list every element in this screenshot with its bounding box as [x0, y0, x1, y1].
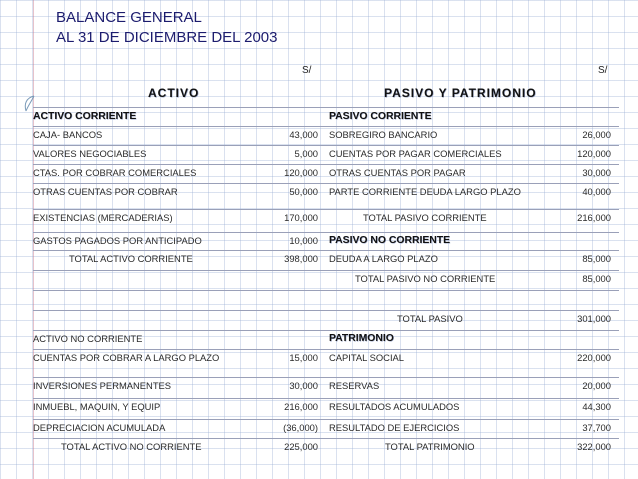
activo-row-value: 5,000: [294, 148, 318, 159]
row-separator-line: [33, 310, 619, 311]
row-separator-line: [33, 183, 619, 184]
pasivo-row-label: OTRAS CUENTAS POR PAGAR: [329, 167, 466, 178]
pasivo-row-value: 20,000: [582, 380, 611, 391]
pasivo-patrimonio-header: PASIVO Y PATRIMONIO: [384, 86, 537, 100]
row-separator-line: [33, 438, 619, 439]
activo-row-label: TOTAL ACTIVO CORRIENTE: [69, 253, 193, 264]
activo-row-label: GASTOS PAGADOS POR ANTICIPADO: [33, 235, 202, 246]
activo-header: ACTIVO: [148, 86, 200, 100]
pasivo-row-value: 30,000: [582, 167, 611, 178]
row-separator-line: [33, 290, 619, 291]
pasivo-row-label: RESULTADOS ACUMULADOS: [329, 401, 460, 412]
row-separator-line: [33, 377, 619, 378]
pasivo-row-value: 44,300: [582, 401, 611, 412]
pasivo-row-label: TOTAL PATRIMONIO: [385, 441, 475, 452]
activo-row-value: 170,000: [284, 212, 318, 223]
row-separator-line: [33, 126, 619, 127]
pasivo-row-label: CAPITAL SOCIAL: [329, 352, 405, 363]
document-date: AL 31 DE DICIEMBRE DEL 2003: [56, 29, 278, 46]
activo-row-value: 30,000: [289, 380, 318, 391]
pasivo-row-value: 322,000: [577, 441, 611, 452]
pasivo-row-label: RESULTADO DE EJERCICIOS: [329, 422, 460, 433]
activo-row-label: CAJA- BANCOS: [33, 129, 103, 140]
pasivo-row-value: 85,000: [582, 253, 611, 264]
row-separator-line: [33, 232, 619, 233]
pasivo-row-label: PARTE CORRIENTE DEUDA LARGO PLAZO: [329, 186, 521, 197]
row-separator-line: [33, 349, 619, 350]
pasivo-row-label: TOTAL PASIVO: [397, 313, 463, 324]
pasivo-row-value: 220,000: [577, 352, 611, 363]
activo-row-value: 43,000: [289, 129, 318, 140]
activo-row-label: INMUEBL, MAQUIN, Y EQUIP: [33, 401, 161, 412]
activo-row-value: 15,000: [289, 352, 318, 363]
row-separator-line: [33, 330, 619, 331]
pasivo-row-label: RESERVAS: [329, 380, 380, 391]
activo-row-label: INVERSIONES PERMANENTES: [33, 380, 172, 391]
pasivo-row-value: 216,000: [577, 212, 611, 223]
activo-row-value: 216,000: [284, 401, 318, 412]
row-separator-line: [33, 270, 619, 271]
activo-row-value: 50,000: [289, 186, 318, 197]
pasivo-row-label: DEUDA A LARGO PLAZO: [329, 253, 438, 264]
pasivo-row-value: 26,000: [582, 129, 611, 140]
row-separator-line: [33, 164, 619, 165]
row-separator-line: [33, 419, 619, 420]
activo-row-label: ACTIVO CORRIENTE: [33, 111, 137, 122]
activo-row-label: EXISTENCIAS (MERCADERIAS): [33, 212, 173, 223]
row-separator-line: [33, 250, 619, 251]
document-title: BALANCE GENERAL: [56, 9, 202, 26]
activo-row-value: 225,000: [284, 441, 318, 452]
activo-row-value: 398,000: [284, 253, 318, 264]
activo-row-label: OTRAS CUENTAS POR COBRAR: [33, 186, 178, 197]
pasivo-row-label: PASIVO NO CORRIENTE: [329, 235, 451, 246]
activo-row-label: CTAS. POR COBRAR COMERCIALES: [33, 167, 197, 178]
activo-row-label: ACTIVO NO CORRIENTE: [33, 333, 143, 344]
pasivo-row-label: PATRIMONIO: [329, 333, 394, 344]
pasivo-row-value: 120,000: [577, 148, 611, 159]
pasivo-row-label: SOBREGIRO BANCARIO: [329, 129, 438, 140]
activo-row-label: CUENTAS POR COBRAR A LARGO PLAZO: [33, 352, 220, 363]
currency-label-activo: S/: [302, 65, 312, 76]
activo-row-label: TOTAL ACTIVO NO CORRIENTE: [61, 441, 202, 452]
pasivo-row-label: PASIVO CORRIENTE: [329, 111, 432, 122]
row-separator-line: [33, 145, 619, 146]
pasivo-row-label: TOTAL PASIVO CORRIENTE: [363, 212, 487, 223]
pasivo-row-value: 40,000: [582, 186, 611, 197]
row-separator-line: [33, 107, 619, 108]
activo-row-value: 10,000: [289, 235, 318, 246]
activo-row-label: VALORES NEGOCIABLES: [33, 148, 147, 159]
row-separator-line: [33, 209, 619, 210]
pasivo-row-value: 301,000: [577, 313, 611, 324]
activo-row-value: 120,000: [284, 167, 318, 178]
pasivo-row-value: 85,000: [582, 273, 611, 284]
pasivo-row-label: CUENTAS POR PAGAR COMERCIALES: [329, 148, 502, 159]
activo-row-label: DEPRECIACION ACUMULADA: [33, 422, 166, 433]
currency-label-pasivo: S/: [598, 65, 608, 76]
pasivo-row-value: 37,700: [582, 422, 611, 433]
activo-row-value: (36,000): [283, 422, 318, 433]
row-separator-line: [33, 398, 619, 399]
pasivo-row-label: TOTAL PASIVO NO CORRIENTE: [355, 273, 496, 284]
